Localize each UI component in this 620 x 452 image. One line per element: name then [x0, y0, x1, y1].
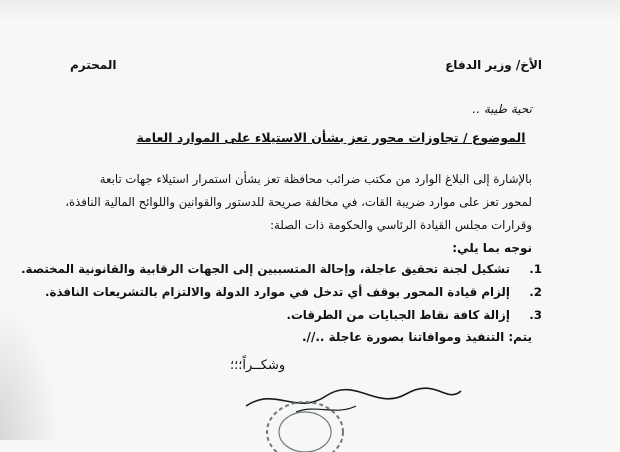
directive-item [21, 262, 542, 276]
directive-text: إزالة كافة نقاط الجبايات من الطرقات. [286, 308, 510, 322]
subject-line: الموضوع / تجاوزات محور تعز بشأن الاستيلاء على الموارد العامة [136, 130, 526, 145]
greeting: تحية طيبة .. [472, 102, 532, 116]
directive-item [286, 308, 542, 322]
directive-number: 2. [529, 285, 542, 299]
directive-item [45, 285, 542, 299]
thanks-line: وشكــراً؛؛؛ [230, 358, 286, 373]
addressee: الأخ/ وزير الدفاع [445, 58, 542, 72]
directive-text: تشكيل لجنة تحقيق عاجلة، وإحالة المتسببين إلى الجهات الرقابية والقانونية المختصة. [21, 262, 510, 276]
closing-line: يتم: التنفيذ وموافاتنا بصورة عاجلة ..//. [302, 330, 532, 344]
instruction-heading: نوجه بما يلي: [452, 241, 532, 255]
directive-text: إلزام قيادة المحور بوقف أي تدخل في موارد الدولة والالتزام بالتشريعات النافذة. [45, 285, 510, 299]
scan-shadow [0, 300, 60, 440]
directive-number: 3. [529, 308, 542, 322]
scan-top-edge [0, 0, 620, 22]
official-seal-icon [260, 392, 350, 452]
body-line: لمحور تعز على موارد ضريبة القات، في مخالفة صريحة للدستور والقوانين واللوائح المالية النافذة، [65, 195, 532, 209]
directive-number: 1. [529, 262, 542, 276]
body-line: بالإشارة إلى البلاغ الوارد من مكتب ضرائب محافظة تعز بشأن استمرار استيلاء جهات تابعة [99, 172, 532, 186]
honorific: المحترم [70, 58, 117, 72]
body-line: وقرارات مجلس القيادة الرئاسي والحكومة ذات الصلة: [270, 218, 532, 232]
